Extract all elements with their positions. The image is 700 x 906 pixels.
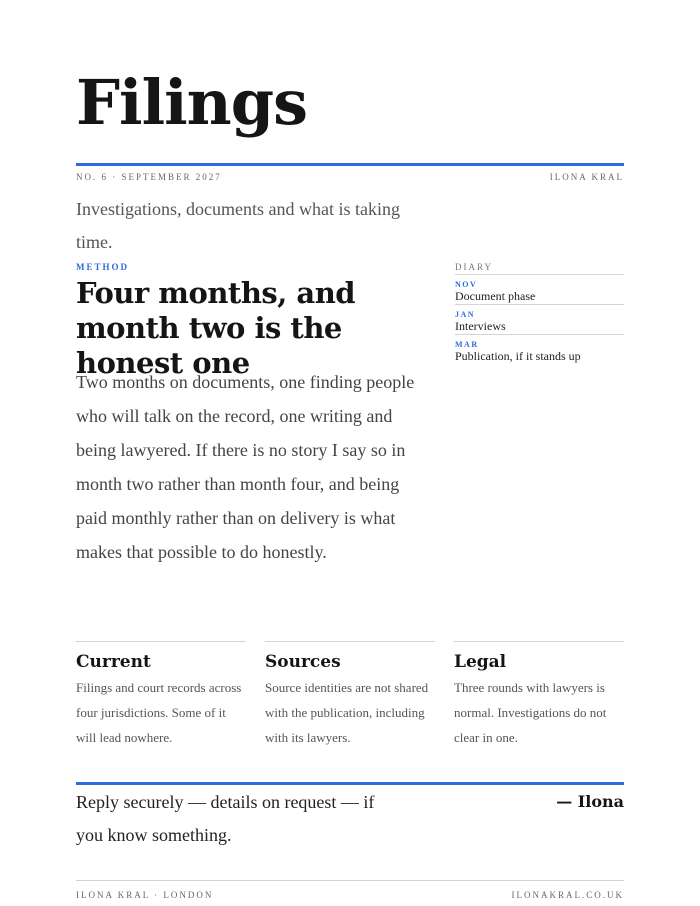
feature-headline: Four months, and month two is the honest one — [76, 276, 356, 380]
column-legal — [454, 641, 624, 750]
masthead-rule — [76, 163, 624, 166]
column-text: Filings and court records across four jurisdictions. Some of it will lead nowhere. — [76, 680, 242, 745]
column-current — [76, 641, 246, 750]
column-title: Legal — [454, 652, 507, 672]
issue-meta-bar — [76, 172, 624, 182]
section-kicker: METHOD — [76, 262, 130, 272]
column-title: Sources — [265, 652, 341, 672]
masthead-title: Filings — [76, 66, 308, 139]
diary-sidebar — [455, 262, 624, 364]
diary-month: MAR — [455, 340, 479, 349]
issue-info: NO. 6 · SEPTEMBER 2027 — [76, 172, 222, 182]
diary-text: Document phase — [455, 289, 536, 303]
footer-rule — [76, 880, 624, 881]
feature-body: Two months on documents, one finding people who will talk on the record, one writing and being lawyered. If there is no story I say so in month two rather than month four, and being paid monthly rather than on delivery is what makes that possible to do honestly. — [76, 372, 415, 562]
footer-website-link[interactable]: ILONAKRAL.CO.UK — [511, 890, 624, 900]
footer — [76, 890, 624, 900]
column-text: Source identities are not shared with the publication, including with its lawyers. — [265, 680, 429, 745]
diary-text: Interviews — [455, 319, 506, 333]
reply-note: Reply securely — details on request — if you know something. — [76, 792, 375, 845]
reply-rule — [76, 782, 624, 785]
diary-entry — [455, 335, 624, 364]
column-text: Three rounds with lawyers is normal. Investigations do not clear in one. — [454, 680, 607, 745]
diary-month: NOV — [455, 280, 478, 289]
lede: Investigations, documents and what is taking time. — [76, 199, 400, 252]
diary-title: DIARY — [455, 262, 624, 275]
diary-text: Publication, if it stands up — [455, 349, 581, 363]
signoff: — Ilona — [556, 792, 624, 811]
column-sources — [265, 641, 435, 750]
diary-entry — [455, 275, 624, 305]
diary-month: JAN — [455, 310, 476, 319]
footer-location: ILONA KRAL · LONDON — [76, 890, 214, 900]
column-title: Current — [76, 652, 151, 672]
author-name: ILONA KRAL — [549, 172, 624, 182]
diary-entry — [455, 305, 624, 335]
